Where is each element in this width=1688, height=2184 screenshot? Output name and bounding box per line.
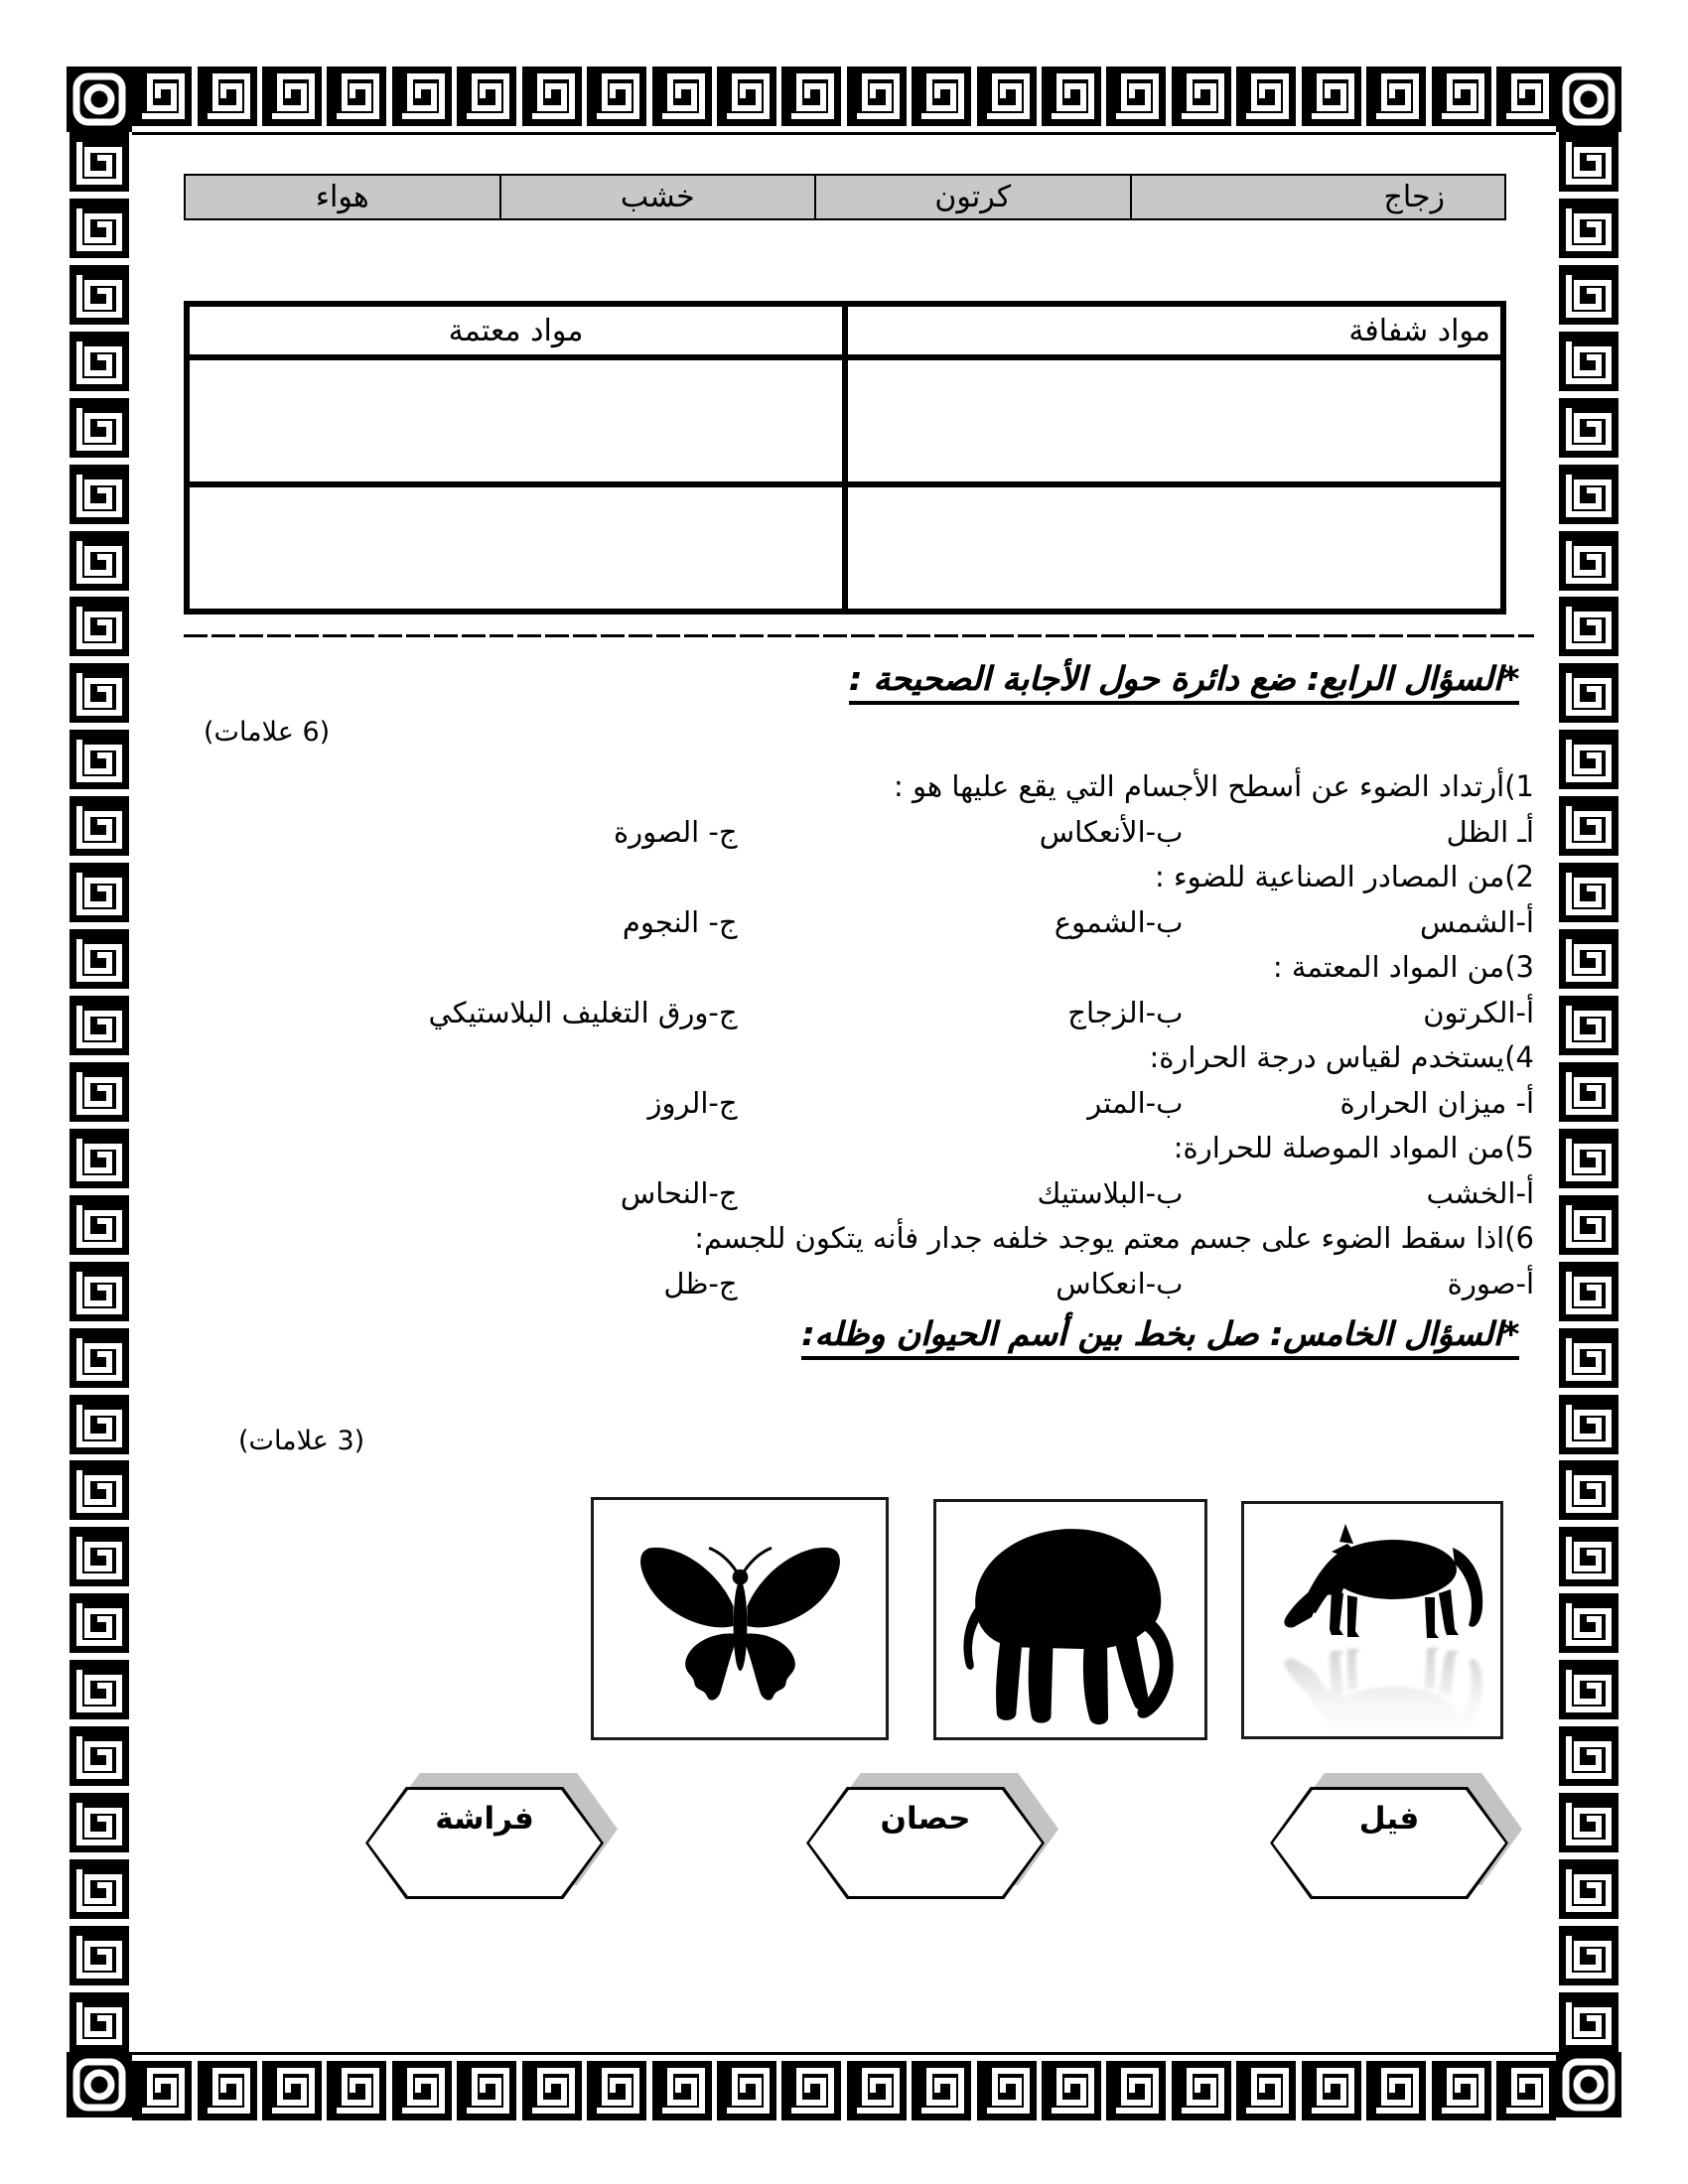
greek-key-tile-icon	[70, 265, 129, 325]
question-3-text: 3)من المواد المعتمة :	[1272, 950, 1534, 984]
greek-key-tile-icon	[652, 67, 712, 126]
greek-key-tile-icon	[198, 67, 257, 126]
label-hexagon-horse-name	[806, 1787, 1045, 1899]
greek-key-tile-icon	[1559, 1726, 1618, 1786]
greek-key-tile-icon	[70, 1926, 129, 1985]
greek-key-tile-icon	[1559, 1859, 1618, 1919]
greek-key-tile-icon	[1559, 199, 1618, 258]
greek-key-tile-icon	[1559, 1328, 1618, 1388]
border-corner-medallion-icon	[67, 2052, 132, 2117]
question-6-option-a: أ-صورة	[1447, 1266, 1534, 1300]
question-1-options	[184, 810, 1534, 856]
greek-key-tile-icon	[1106, 67, 1166, 126]
label-hexagon-butterfly-name	[365, 1787, 604, 1899]
greek-key-tile-icon	[1106, 2061, 1166, 2120]
greek-key-tile-icon	[70, 1195, 129, 1255]
question4-heading: *السؤال الرابع: ضع دائرة حول الأجابة الصحيحة :	[849, 659, 1519, 705]
greek-key-tile-icon	[457, 67, 516, 126]
greek-key-tile-icon	[392, 67, 452, 126]
greek-key-tile-icon	[847, 2061, 907, 2120]
greek-key-tile-icon	[1559, 929, 1618, 989]
greek-key-tile-icon	[1559, 1926, 1618, 1985]
question-4-options	[184, 1081, 1534, 1127]
greek-key-tile-icon	[1302, 2061, 1361, 2120]
answer-cell-transparent-2	[845, 484, 1503, 612]
greek-key-tile-icon	[1559, 1129, 1618, 1188]
greek-key-tile-icon	[70, 199, 129, 258]
question-3-option-a: أ-الكرتون	[1423, 995, 1534, 1029]
greek-key-tile-icon	[70, 1992, 129, 2052]
question-1-option-b: ب-الأنعكاس	[1039, 814, 1184, 849]
greek-key-border-right	[1556, 132, 1621, 2052]
answer-cell-transparent-1	[845, 357, 1503, 484]
greek-key-border-bottom	[132, 2052, 1556, 2120]
question5-marks: (3 علامات)	[238, 1426, 365, 1456]
greek-key-tile-icon	[70, 663, 129, 723]
greek-key-tile-icon	[912, 67, 971, 126]
greek-key-tile-icon	[70, 730, 129, 789]
question-6-option-c: ج-ظل	[663, 1266, 738, 1300]
greek-key-tile-icon	[1236, 67, 1296, 126]
question-5-option-b: ب-البلاستيك	[1037, 1175, 1184, 1210]
greek-key-tile-icon	[717, 2061, 776, 2120]
greek-key-tile-icon	[781, 67, 841, 126]
greek-key-tile-icon	[70, 1527, 129, 1586]
word-bank-cell-wood: خشب	[501, 176, 817, 218]
greek-key-tile-icon	[70, 1859, 129, 1919]
greek-key-tile-icon	[70, 1793, 129, 1852]
border-corner-medallion-icon	[67, 67, 132, 132]
greek-key-tile-icon	[1559, 1262, 1618, 1321]
greek-key-tile-icon	[1559, 1195, 1618, 1255]
question-5-option-c: ج-النحاس	[620, 1175, 738, 1210]
greek-key-tile-icon	[977, 67, 1037, 126]
word-bank-cell-cardboard: كرتون	[816, 176, 1132, 218]
greek-key-tile-icon	[262, 67, 322, 126]
greek-key-tile-icon	[1559, 996, 1618, 1055]
greek-key-tile-icon	[587, 2061, 646, 2120]
greek-key-tile-icon	[1172, 67, 1231, 126]
greek-key-tile-icon	[1559, 132, 1618, 192]
greek-key-tile-icon	[1559, 265, 1618, 325]
greek-key-tile-icon	[1559, 1660, 1618, 1719]
horse-silhouette-icon	[1244, 1508, 1500, 1643]
greek-key-tile-icon	[717, 67, 776, 126]
materials-sort-table	[184, 301, 1506, 614]
greek-key-tile-icon	[1366, 67, 1426, 126]
greek-key-tile-icon	[70, 332, 129, 391]
greek-key-tile-icon	[652, 2061, 712, 2120]
greek-key-tile-icon	[70, 1328, 129, 1388]
question-5-text: 5)من المواد الموصلة للحرارة:	[1173, 1131, 1534, 1164]
greek-key-tile-icon	[70, 597, 129, 656]
greek-key-tile-icon	[70, 398, 129, 458]
elephant-image	[933, 1499, 1207, 1740]
question-4-option-c: ج-الروز	[647, 1085, 738, 1120]
question-6-options	[184, 1262, 1534, 1307]
greek-key-tile-icon	[70, 1062, 129, 1122]
reflection-fade	[1244, 1643, 1500, 1739]
greek-key-tile-icon	[912, 2061, 971, 2120]
greek-key-tile-icon	[1496, 67, 1556, 126]
greek-key-tile-icon	[1559, 1793, 1618, 1852]
greek-key-tile-icon	[522, 67, 582, 126]
greek-key-tile-icon	[132, 67, 192, 126]
question-6-text: 6)اذا سقط الضوء على جسم معتم يوجد خلفه جدار فأنه يتكون للجسم:	[694, 1221, 1534, 1255]
greek-key-tile-icon	[1559, 1062, 1618, 1122]
question-1-option-a: أـ الظل	[1446, 814, 1534, 849]
greek-key-tile-icon	[1559, 1527, 1618, 1586]
greek-key-tile-icon	[1042, 2061, 1101, 2120]
greek-key-tile-icon	[1559, 1395, 1618, 1454]
question-3-option-b: ب-الزجاج	[1067, 995, 1184, 1029]
question-2-option-a: أ-الشمس	[1419, 904, 1534, 939]
greek-key-tile-icon	[977, 2061, 1037, 2120]
greek-key-tile-icon	[70, 996, 129, 1055]
greek-key-tile-icon	[1559, 1992, 1618, 2052]
butterfly-image	[591, 1497, 889, 1740]
greek-key-tile-icon	[587, 67, 646, 126]
question-3-option-c: ج-ورق التغليف البلاستيكي	[428, 995, 738, 1029]
greek-key-tile-icon	[1559, 796, 1618, 856]
transparent-materials-header: مواد شفافة	[845, 304, 1503, 357]
greek-key-tile-icon	[1042, 67, 1101, 126]
question-2-options	[184, 900, 1534, 946]
greek-key-tile-icon	[1559, 863, 1618, 922]
greek-key-tile-icon	[1559, 465, 1618, 524]
greek-key-tile-icon	[1236, 2061, 1296, 2120]
greek-key-tile-icon	[327, 2061, 386, 2120]
greek-key-tile-icon	[1366, 2061, 1426, 2120]
greek-key-tile-icon	[70, 1593, 129, 1653]
greek-key-tile-icon	[522, 2061, 582, 2120]
greek-key-tile-icon	[457, 2061, 516, 2120]
greek-key-tile-icon	[70, 132, 129, 192]
greek-key-tile-icon	[1559, 1460, 1618, 1520]
question-2-option-c: ج- النجوم	[622, 904, 738, 939]
greek-key-border-top	[132, 67, 1556, 135]
question-4-text: 4)يستخدم لقياس درجة الحرارة:	[1149, 1040, 1534, 1074]
dashed-divider	[184, 634, 1534, 637]
hexagon-label: فيل	[1358, 1801, 1420, 1837]
question-2-text: 2)من المصادر الصناعية للضوء :	[1154, 860, 1534, 893]
question-4-option-b: ب-المتر	[1087, 1085, 1184, 1120]
greek-key-tile-icon	[1172, 2061, 1231, 2120]
greek-key-tile-icon	[327, 67, 386, 126]
greek-key-tile-icon	[70, 1460, 129, 1520]
greek-key-tile-icon	[70, 1660, 129, 1719]
answer-cell-opaque-2	[187, 484, 845, 612]
greek-key-tile-icon	[1559, 531, 1618, 591]
question-4-option-a: أ- ميزان الحرارة	[1339, 1085, 1534, 1120]
greek-key-tile-icon	[392, 2061, 452, 2120]
question-5-options	[184, 1171, 1534, 1217]
word-bank-row	[184, 174, 1506, 220]
greek-key-tile-icon	[70, 1129, 129, 1188]
greek-key-tile-icon	[70, 1726, 129, 1786]
label-hexagon-elephant-name	[1270, 1787, 1508, 1899]
hexagon-label: فراشة	[435, 1801, 534, 1837]
greek-key-tile-icon	[1302, 67, 1361, 126]
greek-key-tile-icon	[70, 531, 129, 591]
border-corner-medallion-icon	[1556, 2052, 1621, 2117]
multiple-choice-block	[184, 764, 1534, 1306]
word-bank-cell-air: هواء	[186, 176, 501, 218]
greek-key-tile-icon	[781, 2061, 841, 2120]
butterfly-silhouette-icon	[594, 1500, 886, 1737]
elephant-silhouette-icon	[936, 1502, 1204, 1737]
greek-key-tile-icon	[70, 1395, 129, 1454]
greek-key-tile-icon	[1496, 2061, 1556, 2120]
border-corner-medallion-icon	[1556, 67, 1621, 132]
horse-image	[1241, 1501, 1503, 1739]
question-3-options	[184, 991, 1534, 1036]
greek-key-tile-icon	[70, 929, 129, 989]
question-2-option-b: ب-الشموع	[1054, 904, 1184, 939]
greek-key-tile-icon	[1559, 597, 1618, 656]
greek-key-tile-icon	[198, 2061, 257, 2120]
answer-cell-opaque-1	[187, 357, 845, 484]
question4-marks: (6 علامات)	[204, 717, 331, 748]
greek-key-tile-icon	[132, 2061, 192, 2120]
question-1-text: 1)أرتداد الضوء عن أسطح الأجسام التي يقع عليها هو :	[893, 769, 1534, 803]
opaque-materials-header: مواد معتمة	[187, 304, 845, 357]
greek-key-tile-icon	[70, 796, 129, 856]
question-1-option-c: ج- الصورة	[613, 814, 738, 849]
greek-key-tile-icon	[70, 1262, 129, 1321]
greek-key-tile-icon	[847, 67, 907, 126]
question5-heading: *السؤال الخامس: صل بخط بين أسم الحيوان وظله:	[801, 1314, 1519, 1360]
hexagon-label: حصان	[880, 1801, 971, 1837]
greek-key-tile-icon	[70, 863, 129, 922]
word-bank-cell-glass: زجاج	[1383, 180, 1445, 214]
greek-key-tile-icon	[1559, 663, 1618, 723]
greek-key-tile-icon	[1559, 730, 1618, 789]
question-6-option-b: ب-انعكاس	[1055, 1266, 1184, 1300]
greek-key-border-left	[67, 132, 132, 2052]
greek-key-tile-icon	[70, 465, 129, 524]
greek-key-tile-icon	[262, 2061, 322, 2120]
greek-key-tile-icon	[1559, 332, 1618, 391]
greek-key-tile-icon	[1559, 1593, 1618, 1653]
greek-key-tile-icon	[1432, 67, 1491, 126]
greek-key-tile-icon	[1559, 398, 1618, 458]
question-5-option-a: أ-الخشب	[1426, 1175, 1534, 1210]
greek-key-tile-icon	[1432, 2061, 1491, 2120]
